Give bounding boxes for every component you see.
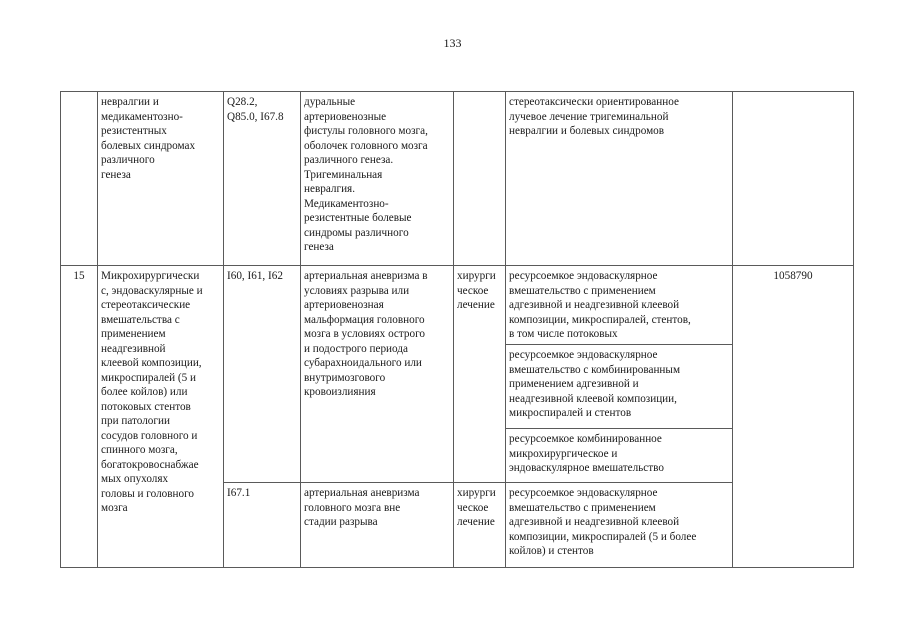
table-row xyxy=(61,266,854,345)
patient-model-cell: дуральные артериовенозные фистулы головного мозга, оболочек головного мозга различного генеза. Тригеминальная невралгия. Медикаментозно- резистентные болевые синдромы различного генеза xyxy=(301,92,454,266)
price-cell xyxy=(733,92,854,266)
treatment-type-cell: хирурги ческое лечение xyxy=(454,483,506,568)
patient-model-cell: артериальная аневризма головного мозга вне стадии разрыва xyxy=(301,483,454,568)
row-number-cell xyxy=(61,92,98,266)
medical-care-table xyxy=(60,91,854,568)
treatment-method-cell: ресурсоемкое эндоваскулярное вмешательство с применением адгезивной и неадгезивной клеевой композиции, микроспиралей (5 и более койлов) и стентов xyxy=(506,483,733,568)
treatment-method-cell: ресурсоемкое комбинированное микрохирургическое и эндоваскулярное вмешательство xyxy=(506,429,733,483)
treatment-method-cell: ресурсоемкое эндоваскулярное вмешательство с применением адгезивной и неадгезивной клеевой композиции, микроспиралей, стентов, в том числе потоковых xyxy=(506,266,733,345)
page-number: 133 xyxy=(443,36,462,50)
treatment-type-cell xyxy=(454,92,506,266)
icd-codes-cell: Q28.2, Q85.0, I67.8 xyxy=(224,92,301,266)
treatment-method-cell: ресурсоемкое эндоваскулярное вмешательство с комбинированным применением адгезивной и неадгезивной клеевой композиции, микроспиралей и стентов xyxy=(506,345,733,429)
table-row xyxy=(61,92,854,266)
patient-model-cell: артериальная аневризма в условиях разрыва или артериовенозная мальформация головного мозга в условиях острого и подострого периода субарахноидального или внутримозгового кровоизлияния xyxy=(301,266,454,483)
intervention-name-cell: Микрохирургически с, эндоваскулярные и стереотаксические вмешательства с применением неадгезивной клеевой композиции, микроспиралей (5 и более койлов) или потоковых стентов при патологии сосудов головного и спинного мозга, богатокровоснабжае мых опухолях головы и головного мозга xyxy=(98,266,224,568)
price-cell: 1058790 xyxy=(733,266,854,568)
icd-codes-cell: I60, I61, I62 xyxy=(224,266,301,483)
intervention-name-cell: невралгии и медикаментозно- резистентных болевых синдромах различного генеза xyxy=(98,92,224,266)
treatment-method-cell: стереотаксически ориентированное лучевое лечение тригеминальной невралгии и болевых синдромов xyxy=(506,92,733,266)
row-number-cell: 15 xyxy=(61,266,98,568)
treatment-type-cell: хирурги ческое лечение xyxy=(454,266,506,483)
icd-codes-cell: I67.1 xyxy=(224,483,301,568)
